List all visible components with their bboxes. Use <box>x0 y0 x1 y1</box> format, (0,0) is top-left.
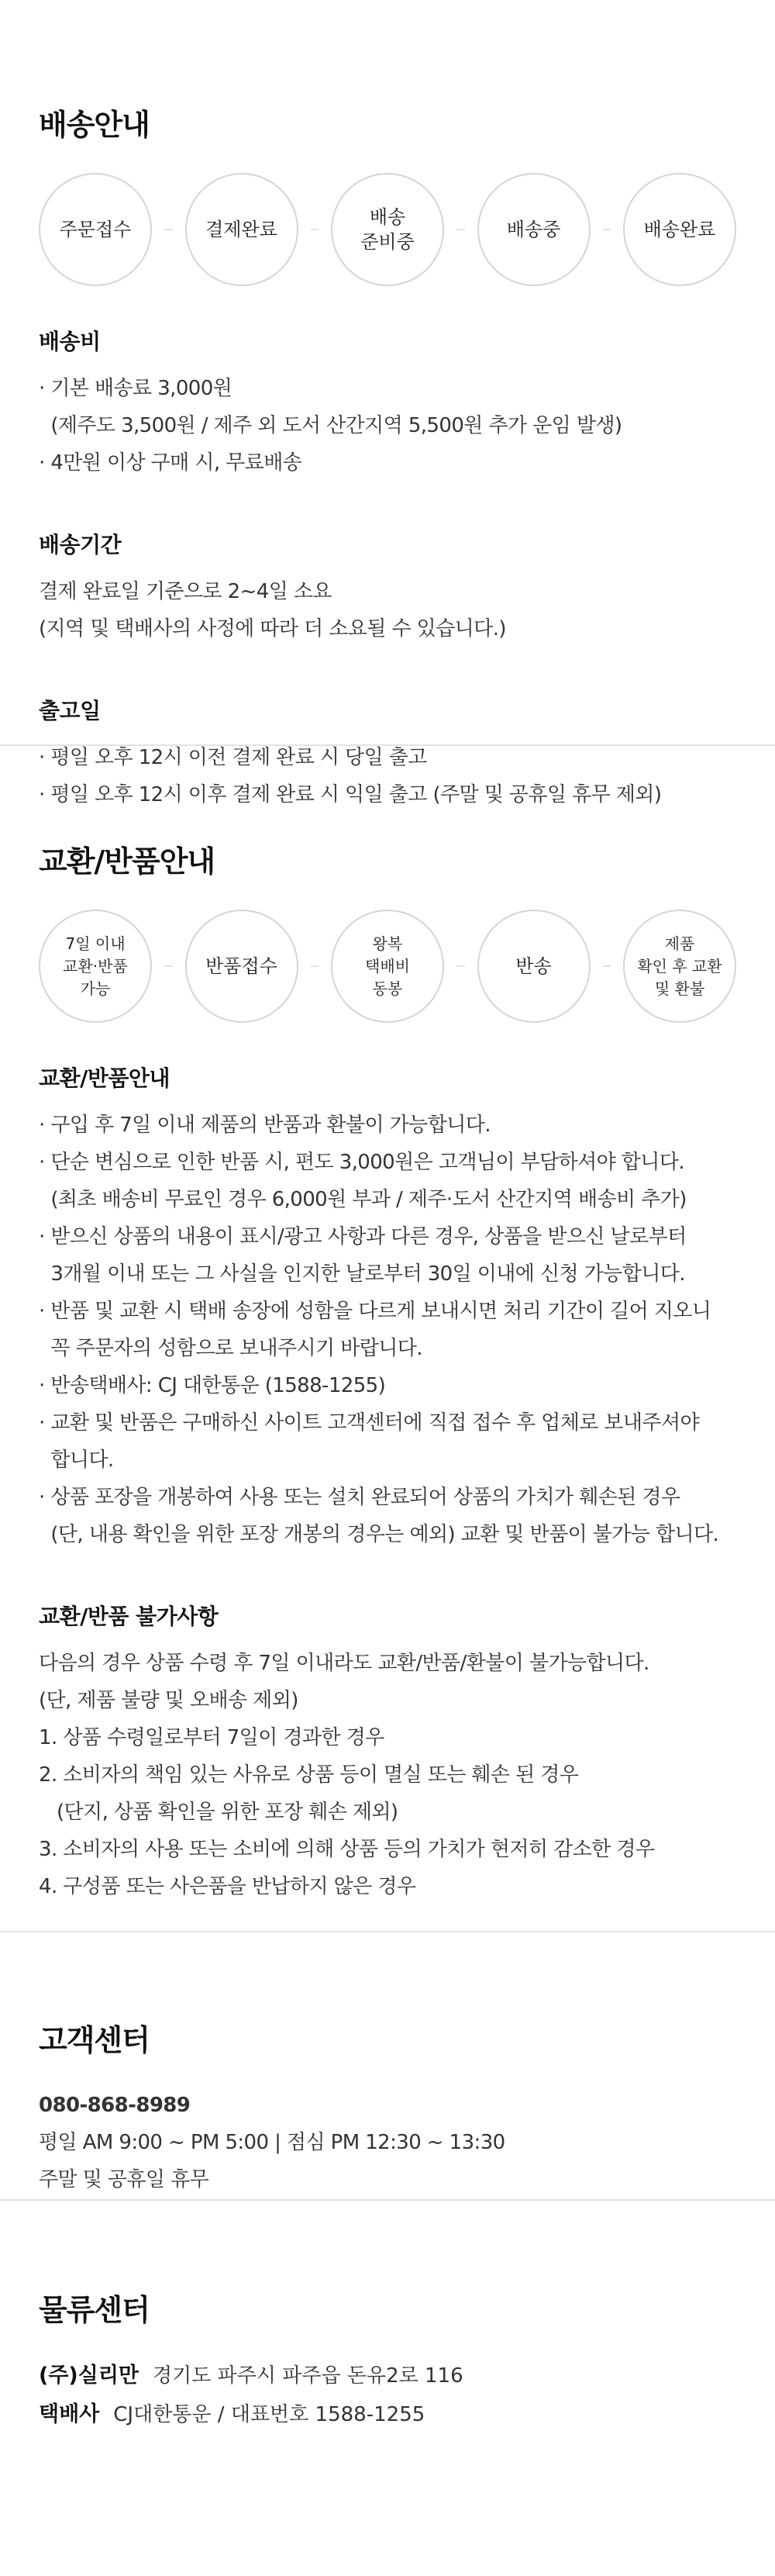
delivery-step-shipping: 배송중 <box>477 173 591 286</box>
text-line: · 기본 배송료 3,000원 <box>39 377 232 400</box>
customer-center-title: 고객센터 <box>39 2023 150 2057</box>
text-line: · 평일 오후 12시 이후 결제 완료 시 익일 출고 (주말 및 공휴일 휴무 제외) <box>39 783 662 806</box>
logistics-courier-value: CJ대한통운 / 대표번호 1588-1255 <box>113 2403 425 2426</box>
text-line: · 구입 후 7일 이내 제품의 반품과 환불이 가능합니다. <box>39 1114 491 1137</box>
returns-section <box>0 746 775 1931</box>
delivery-title: 배송안내 <box>39 108 150 142</box>
text-line: · 단순 변심으로 인한 반품 시, 편도 3,000원은 고객님이 부담하셔야 합니다. <box>39 1151 685 1174</box>
text-line: · 반품 및 교환 시 택배 송장에 성함을 다르게 보내시면 처리 기간이 길어 지오니 <box>39 1300 711 1323</box>
step-connector <box>603 965 611 967</box>
text-line: 꼭 주문자의 성함으로 보내주시기 바랍니다. <box>39 1337 422 1360</box>
returns-not-allowed-heading: 교환/반품 불가사항 <box>39 1604 219 1629</box>
text-line: · 평일 오후 12시 이전 결제 완료 시 당일 출고 <box>39 746 427 769</box>
shipping-day-heading: 출고일 <box>39 698 101 723</box>
delivery-section <box>0 0 775 806</box>
returns-step-refund: 제품 확인 후 교환 및 환불 <box>623 910 736 1023</box>
text-line: (단, 제품 불량 및 오배송 제외) <box>39 1689 298 1712</box>
logistics-company-row <box>39 2357 736 2395</box>
logistics-courier-row <box>39 2395 736 2434</box>
returns-step-send-back: 반송 <box>477 910 591 1023</box>
logistics-title: 물류센터 <box>39 2293 150 2327</box>
step-connector <box>311 229 319 230</box>
customer-center-section <box>0 1932 775 2199</box>
logistics-section <box>0 2201 775 2576</box>
text-line: (제주도 3,500원 / 제주 외 도서 산간지역 5,500원 추가 운임 발생) <box>39 414 622 437</box>
delivery-step-payment: 결제완료 <box>185 173 298 286</box>
text-line: 2. 소비자의 책임 있는 사유로 상품 등이 멸실 또는 훼손 된 경우 <box>39 1763 579 1787</box>
delivery-step-preparing: 배송 준비중 <box>331 173 444 286</box>
returns-step-roundtrip-fee: 왕복 택배비 동봉 <box>331 910 444 1023</box>
text-line: 주말 및 공휴일 휴무 <box>39 2168 209 2191</box>
step-connector <box>311 965 319 967</box>
text-line: 4. 구성품 또는 사은품을 반납하지 않은 경우 <box>39 1875 416 1898</box>
text-line: 3. 소비자의 사용 또는 소비에 의해 상품 등의 가치가 현저히 감소한 경우 <box>39 1838 655 1861</box>
customer-center-phone[interactable]: 080-868-8989 <box>39 2094 191 2117</box>
text-line: (지역 및 택배사의 사정에 따라 더 소요될 수 있습니다.) <box>39 617 506 641</box>
delivery-step-order: 주문접수 <box>39 173 152 286</box>
text-line: · 교환 및 반품은 구매하신 사이트 고객센터에 직접 접수 후 업체로 보내주셔야 <box>39 1411 699 1435</box>
delivery-fee-block <box>39 325 736 482</box>
text-line: · 반송택배사: CJ 대한통운 (1588-1255) <box>39 1374 386 1397</box>
text-line: · 받으신 상품의 내용이 표시/광고 사항과 다른 경우, 상품을 받으신 날로부터 <box>39 1225 687 1248</box>
returns-not-allowed-block <box>39 1600 736 1905</box>
returns-step-within-7days: 7일 이내 교환·반품 가능 <box>39 910 152 1023</box>
text-line: 3개월 이내 또는 그 사실을 인지한 날로부터 30일 이내에 신청 가능합니다. <box>39 1262 685 1286</box>
step-connector <box>164 229 173 230</box>
text-line: 다음의 경우 상품 수령 후 7일 이내라도 교환/반품/환불이 불가능합니다. <box>39 1652 649 1675</box>
text-line: · 상품 포장을 개봉하여 사용 또는 설치 완료되어 상품의 가치가 훼손된 경우 <box>39 1486 680 1509</box>
step-connector <box>164 965 173 967</box>
delivery-step-complete: 배송완료 <box>623 173 736 286</box>
text-line: 1. 상품 수령일로부터 7일이 경과한 경우 <box>39 1726 384 1749</box>
returns-guide-heading: 교환/반품안내 <box>39 1065 170 1091</box>
step-connector <box>456 229 465 230</box>
delivery-steps <box>39 173 736 286</box>
step-connector <box>603 229 611 230</box>
text-line: 결제 완료일 기준으로 2~4일 소요 <box>39 580 332 603</box>
text-line: (단, 내용 확인을 위한 포장 개봉의 경우는 예외) 교환 및 반품이 불가능 합니다. <box>39 1523 719 1546</box>
step-connector <box>456 965 465 967</box>
returns-steps <box>39 910 736 1023</box>
text-line: · 4만원 이상 구매 시, 무료배송 <box>39 451 302 475</box>
text-line: (단지, 상품 확인을 위한 포장 훼손 제외) <box>39 1801 398 1824</box>
delivery-period-block <box>39 528 736 647</box>
returns-step-request: 반품접수 <box>185 910 298 1023</box>
logistics-company-address: 경기도 파주시 파주읍 돈유2로 116 <box>153 2364 463 2388</box>
returns-title: 교환/반품안내 <box>39 844 215 879</box>
returns-guide-block <box>39 1062 736 1553</box>
logistics-courier-label: 택배사 <box>39 2402 100 2426</box>
logistics-company-label: (주)실리만 <box>39 2364 140 2388</box>
delivery-fee-heading: 배송비 <box>39 329 101 354</box>
text-line: 평일 AM 9:00 ~ PM 5:00 | 점심 PM 12:30 ~ 13:30 <box>39 2131 505 2154</box>
text-line: (최초 배송비 무료인 경우 6,000원 부과 / 제주·도서 산간지역 배송비 추가) <box>39 1188 687 1211</box>
delivery-period-heading: 배송기간 <box>39 532 122 558</box>
text-line: 합니다. <box>39 1449 114 1472</box>
